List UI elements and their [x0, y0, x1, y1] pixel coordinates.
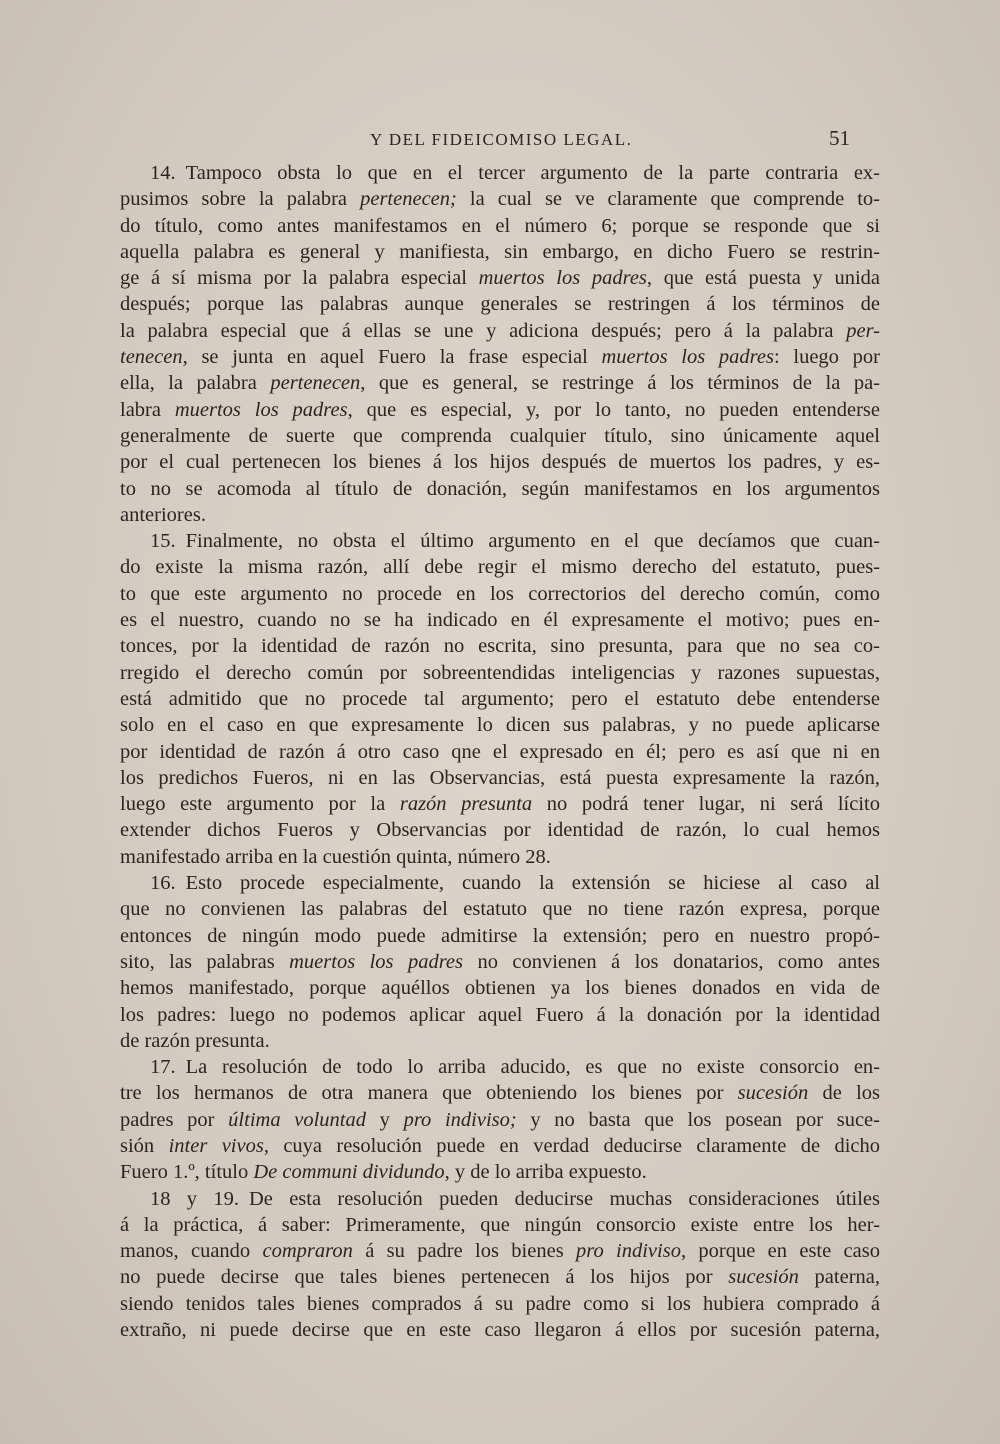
- text-line: generalmente de suerte que comprenda cualquier título, sino únicamente aquel: [120, 424, 880, 447]
- text-line: 18 y 19. De esta resolución pueden deducirse muchas consideraciones útiles: [150, 1187, 881, 1210]
- paragraph-number: 14.: [150, 162, 176, 184]
- text-line: to que este argumento no procede en los correctorios del derecho común, como: [120, 582, 880, 605]
- paragraph-number: 15.: [150, 530, 176, 553]
- text-line: siendo tenidos tales bienes comprados á su padre como si los hubiera comprado á: [120, 1292, 880, 1315]
- text-line: aquella palabra es general y manifiesta, sin embargo, en dicho Fuero se restrin-: [120, 240, 880, 263]
- text-line: tre los hermanos de otra manera que obteniendo los bienes por sucesión de los: [120, 1082, 881, 1105]
- text-line: ella, la palabra pertenecen, que es general, se restringe á los términos de la pa-: [120, 372, 881, 395]
- text-line: que no convienen las palabras del estatuto que no tiene razón expresa, porque: [120, 898, 880, 921]
- text-line: tonces, por la identidad de razón no escrita, sino presunta, para que no sea co-: [120, 635, 880, 658]
- paragraph: [120, 870, 880, 1054]
- text-line: 16. Esto procede especialmente, cuando la extensión se hiciese al caso al: [150, 872, 880, 895]
- paragraph: [120, 160, 880, 528]
- text-line: extraño, ni puede decirse que en este caso llegaron á ellos por sucesión paterna,: [120, 1319, 880, 1342]
- page-number: 51: [829, 126, 850, 150]
- text-line: los predichos Fueros, ni en las Observancias, está puesta expresamente la razón,: [120, 766, 880, 789]
- text-line: por el cual pertenecen los bienes á los hijos después de muertos los padres, y es-: [120, 451, 880, 474]
- paragraph-number: 16.: [150, 872, 176, 895]
- text-line: sito, las palabras muertos los padres no convienen á los donatarios, como antes: [120, 950, 880, 973]
- paragraph: [120, 1054, 880, 1185]
- text-line: por identidad de razón á otro caso qne el expresado en él; pero es así que ni en: [120, 740, 880, 763]
- paragraph: [120, 528, 880, 870]
- text-line: la palabra especial que á ellas se une y adiciona después; pero á la palabra per-: [120, 319, 880, 342]
- text-line: tenecen, se junta en aquel Fuero la frase especial muertos los padres: luego por: [120, 346, 880, 369]
- text-line: no puede decirse que tales bienes pertenecen á los hijos por sucesión paterna,: [120, 1266, 880, 1289]
- page-header: [120, 126, 850, 158]
- text-line: está admitido que no procede tal argumento; pero el estatuto debe entenderse: [120, 687, 880, 710]
- text-line: hemos manifestado, porque aquéllos obtienen ya los bienes donados en vida de: [120, 977, 880, 1000]
- text-line: es el nuestro, cuando no se ha indicado en él expresamente el motivo; pues en-: [120, 609, 880, 632]
- text-line: 15. Finalmente, no obsta el último argumento en el que decíamos que cuan-: [150, 530, 880, 553]
- text-line: Fuero 1.º, título De communi dividundo, y de lo arriba expuesto.: [120, 1161, 647, 1184]
- text-line: de razón presunta.: [120, 1029, 270, 1052]
- text-line: los padres: luego no podemos aplicar aquel Fuero á la donación por la identidad: [120, 1003, 880, 1026]
- text-line: sión inter vivos, cuya resolución puede en verdad deducirse claramente de dicho: [120, 1134, 880, 1157]
- text-line: labra muertos los padres, que es especial, y, por lo tanto, no pueden entenderse: [120, 398, 880, 421]
- text-line: manifestado arriba en la cuestión quinta, número 28.: [120, 845, 551, 868]
- text-line: manos, cuando compraron á su padre los bienes pro indiviso, porque en este caso: [120, 1240, 880, 1263]
- text-line: extender dichos Fueros y Observancias por identidad de razón, lo cual hemos: [120, 819, 880, 842]
- text-line: do existe la misma razón, allí debe regir el mismo derecho del estatuto, pues-: [120, 556, 880, 579]
- paragraph-number: 18 y 19.: [150, 1187, 239, 1210]
- paragraph: [120, 1186, 880, 1344]
- text-line: rregido el derecho común por sobreentendidas inteligencias y razones supuestas,: [120, 661, 880, 684]
- text-line: 14. Tampoco obsta lo que en el tercer argumento de la parte contraria ex-: [150, 162, 880, 184]
- text-line: luego este argumento por la razón presunta no podrá tener lugar, ni será lícito: [120, 793, 880, 816]
- text-line: do título, como antes manifestamos en el número 6; porque se responde que si: [120, 214, 880, 237]
- text-line: pusimos sobre la palabra pertenecen; la cual se ve claramente que comprende to-: [120, 188, 880, 211]
- text-line: 17. La resolución de todo lo arriba aducido, es que no existe consorcio en-: [150, 1056, 880, 1079]
- running-title: Y DEL FIDEICOMISO LEGAL.: [370, 130, 633, 149]
- text-line: después; porque las palabras aunque generales se restringen á los términos de: [120, 293, 880, 316]
- text-line: anteriores.: [120, 503, 206, 526]
- text-line: entonces de ningún modo puede admitirse la extensión; pero en nuestro propó-: [120, 924, 880, 947]
- body-text: [120, 160, 880, 1343]
- text-line: padres por última voluntad y pro indiviso; y no basta que los posean por suce-: [120, 1108, 880, 1131]
- text-line: to no se acomoda al título de donación, según manifestamos en los argumentos: [120, 477, 880, 500]
- paragraph-number: 17.: [150, 1056, 176, 1079]
- text-line: solo en el caso en que expresamente lo dicen sus palabras, y no puede aplicarse: [120, 714, 880, 737]
- text-line: á la práctica, á saber: Primeramente, que ningún consorcio existe entre los her-: [120, 1213, 880, 1236]
- text-line: ge á sí misma por la palabra especial muertos los padres, que está puesta y unida: [120, 267, 881, 290]
